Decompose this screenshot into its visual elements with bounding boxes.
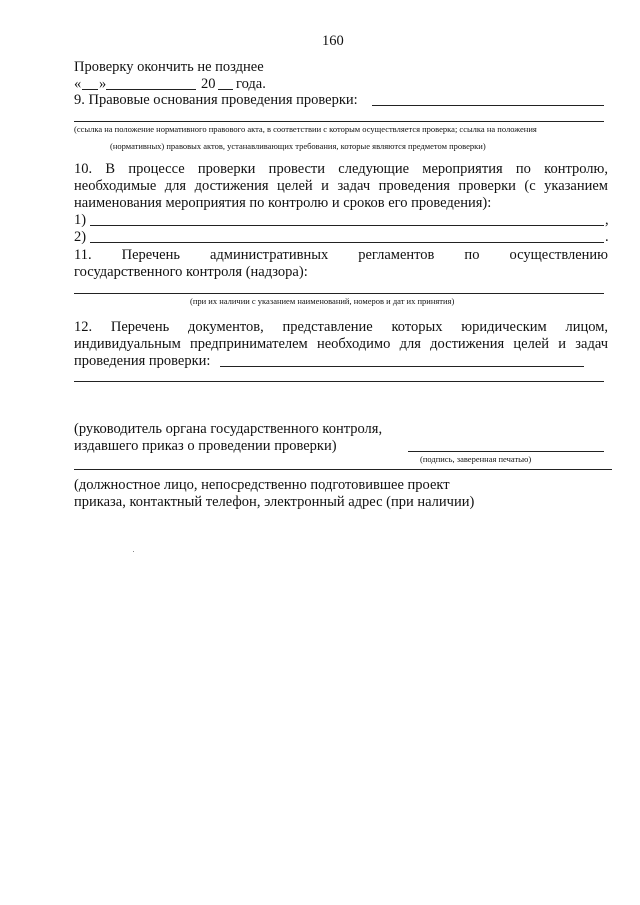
section10-item1-end: , — [605, 212, 609, 228]
section9-label: 9. Правовые основания проведения проверки: — [74, 92, 358, 108]
head-line-2: издавшего приказ о проведении проверки) — [74, 438, 337, 454]
section11-line-2: государственного контроля (надзора): — [74, 264, 308, 280]
section10-item2-label: 2) — [74, 229, 87, 245]
section10-item2-end: . — [605, 229, 609, 245]
deadline-text: Проверку окончить не позднее — [74, 59, 264, 75]
section10-line-3: наименования мероприятия по контролю и сроков его проведения): — [74, 195, 492, 211]
deadline-quote-open: « — [74, 76, 82, 92]
section11-note: (при их наличии с указанием наименований, номеров и дат их принятия) — [190, 296, 455, 306]
section9-note-2: (нормативных) правовых актов, устанавливающих требования, которые являются предметом проверки) — [110, 141, 486, 151]
official-line-2: приказа, контактный телефон, электронный адрес (при наличии) — [74, 494, 475, 510]
deadline-year-suffix: года. — [236, 76, 266, 92]
section10-item1-label: 1) — [74, 212, 87, 228]
section12-line-3: проведения проверки: — [74, 353, 211, 369]
deadline-year-prefix: 20 — [201, 76, 216, 92]
divider-line — [74, 469, 612, 470]
section10-item1-field[interactable] — [90, 225, 604, 226]
section10-item2-field[interactable] — [90, 242, 604, 243]
official-line-1: (должностное лицо, непосредственно подготовившее проект — [74, 477, 450, 493]
section12-line-1: 12. Перечень документов, представление которых юридическим лицом, — [74, 319, 608, 335]
section11-line-1: 11. Перечень административных регламентов по осуществлению — [74, 247, 608, 263]
page-number: 160 — [322, 33, 344, 49]
legal-basis-field[interactable] — [372, 105, 604, 106]
legal-basis-field-2[interactable] — [74, 121, 604, 122]
section10-line-2: необходимые для достижения целей и задач проведения проверки (с указанием — [74, 178, 608, 194]
regulations-field[interactable] — [74, 293, 604, 294]
section9-note-1: (ссылка на положение нормативного правового акта, в соответствии с которым осуществляется проверка; ссылка на положения — [74, 124, 537, 134]
documents-field[interactable] — [220, 366, 584, 367]
section10-line-1: 10. В процессе проверки провести следующие мероприятия по контролю, — [74, 161, 608, 177]
deadline-quote-close: » — [99, 76, 107, 92]
deadline-day-field[interactable] — [82, 89, 98, 90]
section12-line-2: индивидуальным предпринимателем необходимо для достижения целей и задач — [74, 336, 608, 352]
deadline-year-field[interactable] — [218, 89, 233, 90]
signature-field[interactable] — [408, 451, 604, 452]
documents-field-2[interactable] — [74, 381, 604, 382]
deadline-month-field[interactable] — [106, 89, 196, 90]
signature-note: (подпись, заверенная печатью) — [420, 454, 532, 464]
scan-dot — [133, 551, 134, 552]
head-line-1: (руководитель органа государственного контроля, — [74, 421, 383, 437]
